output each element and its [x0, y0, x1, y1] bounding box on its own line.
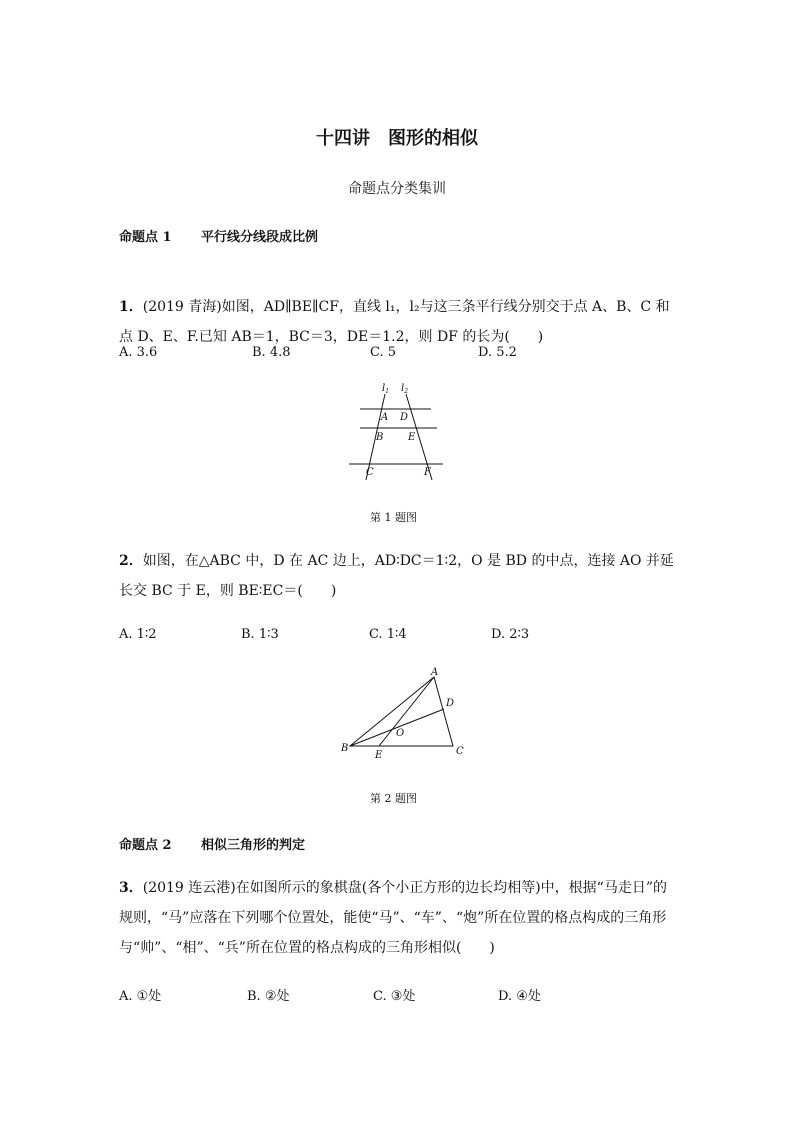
question-2: 2．如图，在△ABC 中，D 在 AC 边上，AD∶DC＝1∶2，O 是 BD 的中点，连接 AO 并延长交 BC 于 E，则 BE∶EC＝( ): [119, 553, 674, 599]
q2-option-d: D. 2∶3: [491, 627, 530, 642]
question-1-number: 1: [119, 299, 129, 315]
q3-option-b: B. ②处: [247, 989, 290, 1004]
section-1-label: 命题点 1: [119, 230, 172, 245]
question-2-figure: [335, 665, 475, 765]
question-3: 3．(2019 连云港)在如图所示的象棋盘(各个小正方形的边长均相等)中，根据“马走日”的规则，“马”应落在下列哪个位置处，能使“马”、“车”、“炮”所在位置的格点构成的三角形与“帅”、“相”、“兵”所在位置的格点构成的三角形相似( ): [119, 880, 667, 956]
q2-option-a: A. 1∶2: [119, 627, 157, 642]
question-2-caption: 第 2 题图: [370, 792, 417, 805]
section-2-heading: [119, 834, 305, 853]
label-E: E: [375, 750, 383, 761]
question-2-text: 如图，在△ABC 中，D 在 AC 边上，AD∶DC＝1∶2，O 是 BD 的中点，连接 AO 并延长交 BC 于 E，则 BE∶EC＝( ): [119, 553, 674, 599]
q1-option-a: A. 3.6: [119, 345, 158, 360]
label-C: C: [456, 746, 464, 757]
label-A: A: [431, 667, 439, 678]
q1-option-b: B. 4.8: [252, 345, 291, 360]
label-E: E: [408, 432, 416, 443]
q3-option-c: C. ③处: [373, 989, 416, 1004]
question-1: 1．(2019 青海)如图，AD∥BE∥CF，直线 l₁，l₂与这三条平行线分别交于点 A、B、C 和点 D、E、F.已知 AB＝1，BC＝3，DE＝1.2，则 DF 的长为( ): [119, 299, 670, 345]
section-2-name: 相似三角形的判定: [201, 838, 306, 853]
q1-option-c: C. 5: [370, 345, 397, 360]
q2-option-c: C. 1∶4: [369, 627, 407, 642]
label-B: B: [341, 743, 349, 754]
label-O: O: [396, 728, 405, 739]
question-1-figure: [340, 380, 450, 495]
q1-option-d: D. 5.2: [478, 345, 517, 360]
question-3-text: (2019 连云港)在如图所示的象棋盘(各个小正方形的边长均相等)中，根据“马走日”的规则，“马”应落在下列哪个位置处，能使“马”、“车”、“炮”所在位置的格点构成的三角形与“帅”、“相”、“兵”所在位置的格点构成的三角形相似( ): [119, 880, 667, 956]
question-3-number: 3: [119, 880, 129, 896]
label-A: A: [381, 412, 389, 423]
label-l1: $l_1$: [382, 383, 390, 395]
label-B: B: [376, 432, 384, 443]
q2-option-b: B. 1∶3: [241, 627, 279, 642]
question-1-caption: 第 1 题图: [370, 511, 417, 524]
page-title: 十四讲 图形的相似: [316, 128, 478, 149]
label-F: F: [424, 467, 431, 478]
section-1-heading: [119, 226, 318, 245]
q3-option-d: D. ④处: [498, 989, 541, 1004]
segment-ae: [379, 677, 434, 746]
label-l2: $l_2$: [401, 383, 409, 395]
section-2-label: 命题点 2: [119, 838, 172, 853]
label-D: D: [400, 412, 409, 423]
page-subtitle: 命题点分类集训: [348, 181, 446, 197]
label-C: C: [366, 467, 374, 478]
section-1-name: 平行线分线段成比例: [201, 230, 319, 245]
question-1-text: (2019 青海)如图，AD∥BE∥CF，直线 l₁，l₂与这三条平行线分别交于点 A、B、C 和点 D、E、F.已知 AB＝1，BC＝3，DE＝1.2，则 DF 的长为( ): [119, 299, 670, 345]
label-D: D: [446, 698, 455, 709]
question-2-number: 2: [119, 553, 129, 569]
q3-option-a: A. ①处: [119, 989, 162, 1004]
